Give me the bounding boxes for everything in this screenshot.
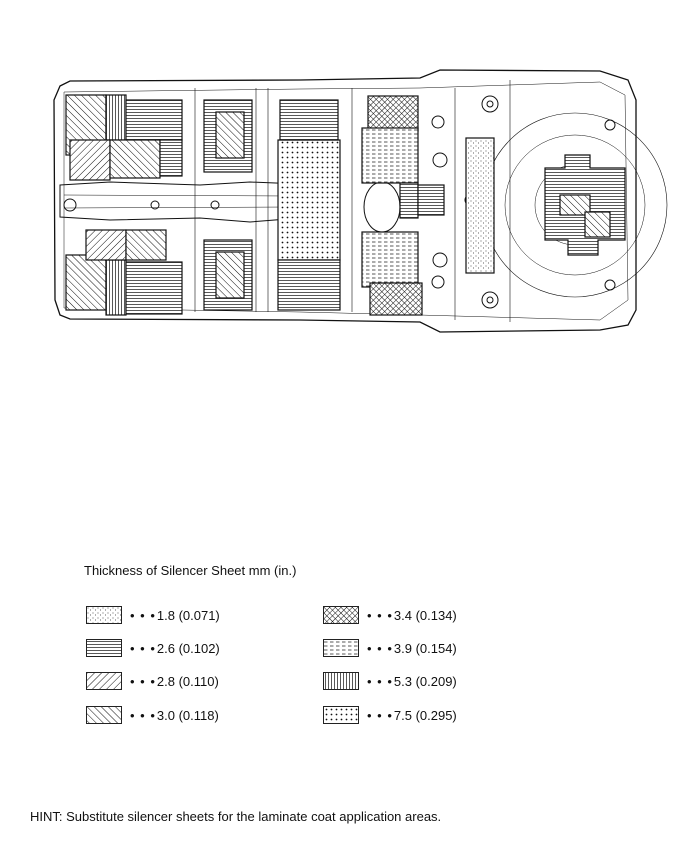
swatch-dashed-lines xyxy=(323,639,359,657)
legend-value: 2.8 (0.110) xyxy=(156,673,219,689)
legend-item-2-8 xyxy=(86,671,219,691)
legend-item-3-4 xyxy=(323,605,457,625)
swatch-slash-hatch xyxy=(86,706,122,724)
swatch-fine-stipple xyxy=(86,606,122,624)
legend-item-3-0 xyxy=(86,705,219,725)
legend-dots: • • • xyxy=(130,707,156,723)
silencer-sheet-areas xyxy=(66,95,625,315)
swatch-horizontal-lines xyxy=(86,639,122,657)
legend-item-5-3 xyxy=(323,671,457,691)
legend-value: 3.0 (0.118) xyxy=(156,707,219,723)
legend-dots: • • • xyxy=(367,707,393,723)
legend-value: 3.9 (0.154) xyxy=(393,640,457,656)
legend-dots: • • • xyxy=(367,640,393,656)
legend-item-1-8 xyxy=(86,605,220,625)
legend-value: 3.4 (0.134) xyxy=(393,607,457,623)
legend-item-3-9 xyxy=(323,638,457,658)
legend-value: 7.5 (0.295) xyxy=(393,707,457,723)
legend-item-7-5 xyxy=(323,705,457,725)
legend-title: Thickness of Silencer Sheet mm (in.) xyxy=(84,563,297,578)
hint-text: HINT: Substitute silencer sheets for the laminate coat application areas. xyxy=(30,809,442,824)
swatch-vertical-lines xyxy=(323,672,359,690)
legend-dots: • • • xyxy=(367,673,393,689)
swatch-coarse-dots xyxy=(323,706,359,724)
legend-dots: • • • xyxy=(367,607,393,623)
swatch-backslash-hatch xyxy=(86,672,122,690)
legend-item-2-6 xyxy=(86,638,220,658)
legend-value: 2.6 (0.102) xyxy=(156,640,220,656)
legend-dots: • • • xyxy=(130,673,156,689)
legend-value: 1.8 (0.071) xyxy=(156,607,220,623)
legend-dots: • • • xyxy=(130,640,156,656)
legend-dots: • • • xyxy=(130,607,156,623)
swatch-cross-hatch xyxy=(323,606,359,624)
legend-value: 5.3 (0.209) xyxy=(393,673,457,689)
